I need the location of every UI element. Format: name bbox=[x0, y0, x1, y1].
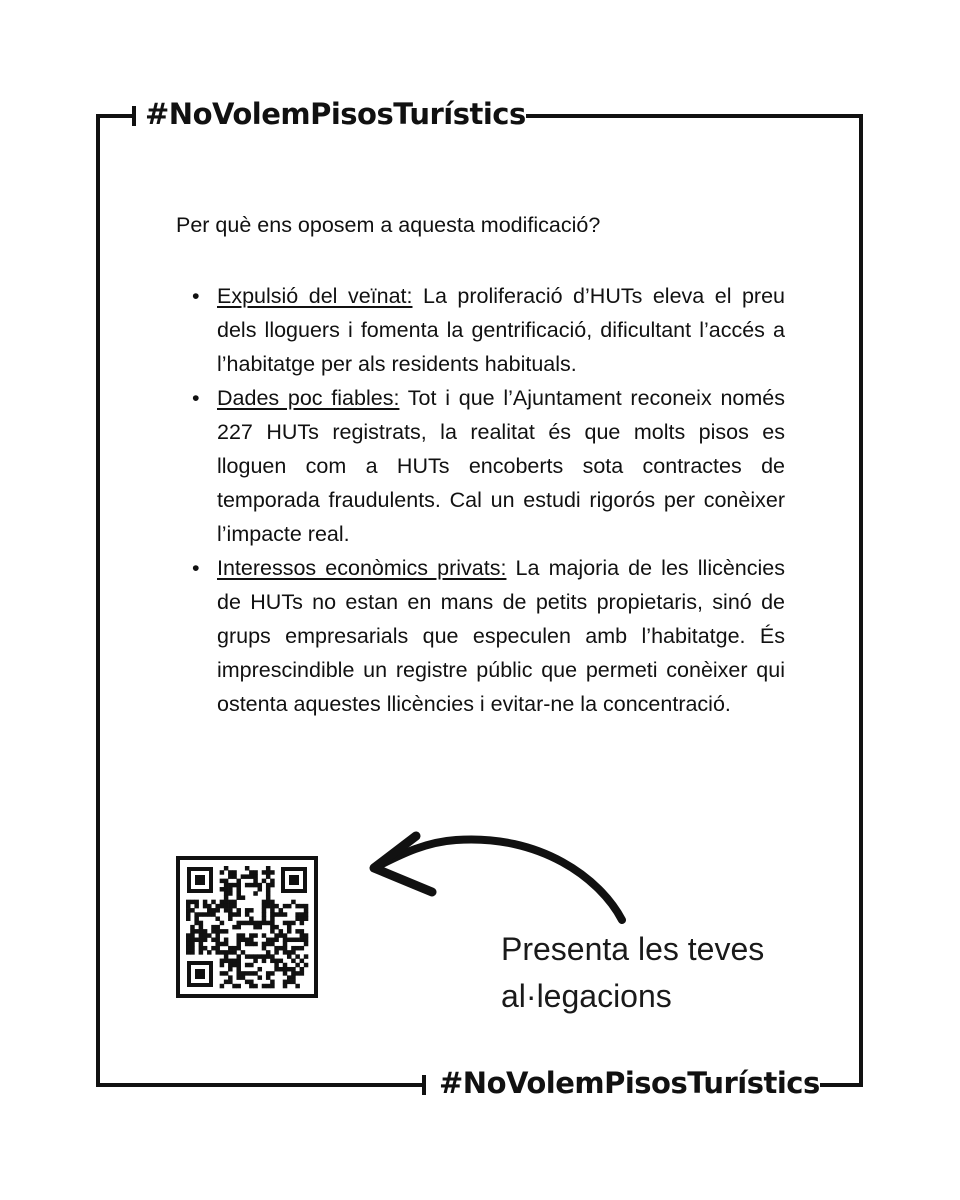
header-hashtag: #NoVolemPisosTurístics bbox=[145, 97, 526, 131]
intro-question: Per què ens oposem a aquesta modificació? bbox=[176, 213, 601, 237]
bullet-icon: • bbox=[192, 556, 200, 580]
reason-text: La majoria de les llicències de HUTs no estan en mans de petits propietaris, sinó de grups empresarials que especulen amb l’habitatge. És imprescindible un registre públic que permeti conèixer qui ostenta aquestes llicències i evitar-ne la concentració. bbox=[217, 556, 785, 716]
list-item bbox=[192, 381, 785, 551]
reason-text: La proliferació d’HUTs eleva el preu dels lloguers i fomenta la gentrificació, dificultant l’accés a l’habitatge per als residents habituals. bbox=[217, 284, 785, 376]
list-item bbox=[192, 551, 785, 721]
reason-title: Interessos econòmics privats: bbox=[217, 556, 507, 580]
bullet-icon: • bbox=[192, 284, 200, 308]
cta-line-1: Presenta les teves bbox=[501, 931, 765, 967]
reason-text: Tot i que l’Ajuntament reconeix només 227 HUTs registrats, la realitat és que molts pisos es lloguen com a HUTs encoberts sota contractes de temporada fraudulents. Cal un estudi rigorós per conèixer l’impacte real. bbox=[217, 386, 785, 546]
curved-arrow-left-icon bbox=[360, 820, 640, 940]
list-item bbox=[192, 279, 785, 381]
reasons-list bbox=[192, 279, 785, 721]
bullet-icon: • bbox=[192, 386, 200, 410]
cta-line-2: al·legacions bbox=[501, 978, 672, 1014]
reason-title: Expulsió del veïnat: bbox=[217, 284, 413, 308]
reason-title: Dades poc fiables: bbox=[217, 386, 400, 410]
cta-text bbox=[501, 926, 764, 1020]
footer-hashtag: #NoVolemPisosTurístics bbox=[439, 1066, 820, 1100]
qr-code-icon[interactable] bbox=[176, 856, 318, 998]
